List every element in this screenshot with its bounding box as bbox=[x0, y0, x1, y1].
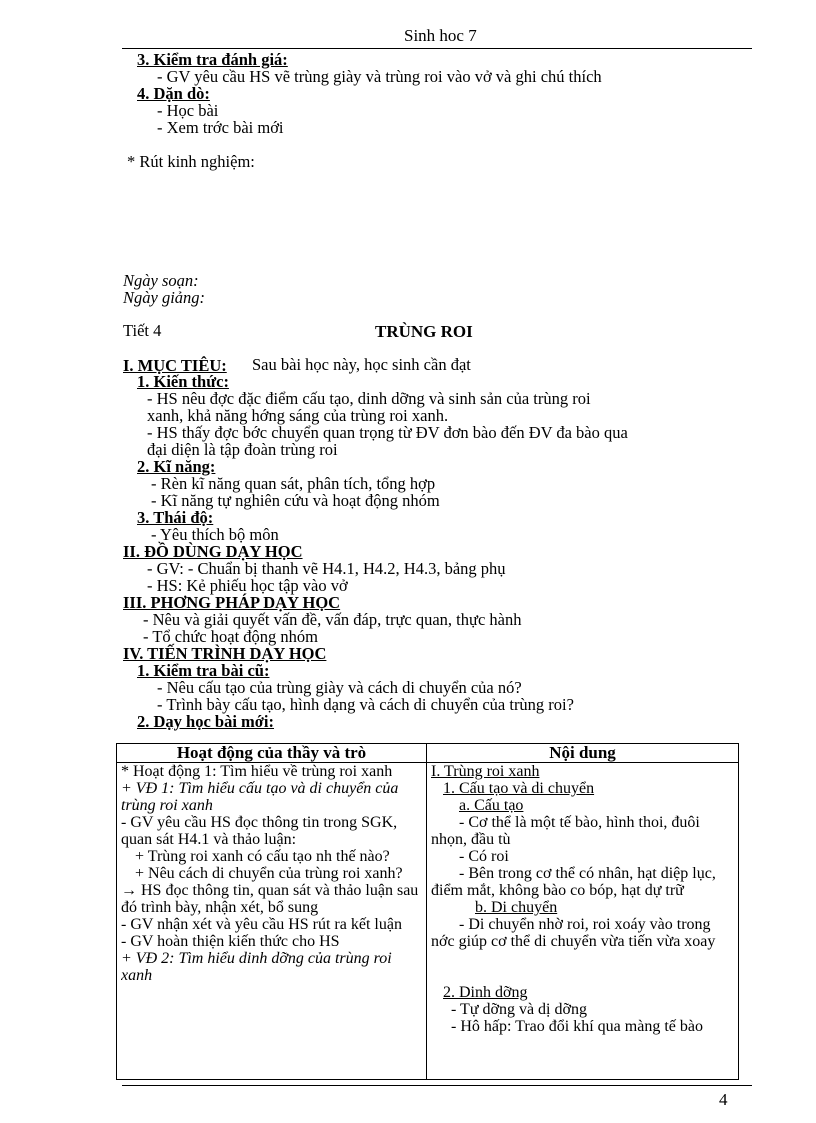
activity-line: + VĐ 1: Tìm hiểu cấu tạo và di chuyển của trùng roi xanh bbox=[121, 780, 399, 814]
homework-item: - Xem trớc bài mới bbox=[157, 118, 284, 137]
activity-line: + VĐ 2: Tìm hiểu dinh dỡng của trùng roi xanh bbox=[121, 950, 392, 984]
experience-note: * Rút kinh nghiệm: bbox=[127, 152, 255, 171]
skills-item: - Kĩ năng tự nghiên cứu và hoạt động nhóm bbox=[151, 491, 440, 510]
section-evaluation-title: 3. Kiểm tra đánh giá: bbox=[137, 50, 288, 69]
activity-line: + Trùng roi xanh có cấu tạo nh thế nào? bbox=[135, 848, 390, 865]
date-prepared: Ngày soạn: bbox=[123, 271, 199, 290]
activity-line: - GV yêu cầu HS đọc thông tin trong SGK, quan sát H4.1 và thảo luận: bbox=[121, 814, 398, 848]
section-homework-title: 4. Dặn dò: bbox=[137, 84, 210, 103]
check-old-item: - Nêu cấu tạo của trùng giày và cách di chuyển của nó? bbox=[157, 678, 522, 697]
materials-item: - GV: - Chuẩn bị thanh vẽ H4.1, H4.2, H4.3, bảng phụ bbox=[147, 559, 506, 578]
content-cell bbox=[427, 763, 739, 1080]
content-line: 2. Dinh dỡng bbox=[443, 984, 528, 1001]
content-line: - Bên trong cơ thể có nhân, hạt diệp lục, điểm mắt, không bào co bóp, hạt dự trữ bbox=[431, 865, 716, 899]
objectives-intro: Sau bài học này, học sinh cần đạt bbox=[252, 355, 471, 374]
procedure-heading: IV. TIẾN TRÌNH DẠY HỌC bbox=[123, 644, 327, 663]
content-line: - Hô hấp: Trao đổi khí qua màng tế bào bbox=[451, 1018, 703, 1035]
knowledge-line: xanh, khả năng hớng sáng của trùng roi xanh. bbox=[147, 406, 449, 425]
content-line: - Tự dỡng và dị dỡng bbox=[451, 1001, 587, 1018]
attitude-item: - Yêu thích bộ môn bbox=[151, 525, 279, 544]
content-line: I. Trùng roi xanh bbox=[431, 763, 540, 780]
check-old-title: 1. Kiểm tra bài cũ: bbox=[137, 661, 270, 680]
methods-heading: III. PHƠNG PHÁP DẠY HỌC bbox=[123, 593, 341, 612]
col-header-content: Nội dung bbox=[427, 744, 739, 763]
methods-item: - Tổ chức hoạt động nhóm bbox=[143, 627, 318, 646]
materials-item: - HS: Kẻ phiếu học tập vào vở bbox=[147, 576, 348, 595]
footer-rule bbox=[122, 1085, 752, 1086]
content-line: - Cơ thể là một tế bào, hình thoi, đuôi nhọn, đầu tù bbox=[431, 814, 700, 848]
content-line: - Có roi bbox=[459, 848, 509, 865]
homework-item: - Học bài bbox=[157, 101, 219, 120]
skills-item: - Rèn kĩ năng quan sát, phân tích, tổng hợp bbox=[151, 474, 436, 493]
activity-line: → HS đọc thông tin, quan sát và thảo luận sau đó trình bày, nhận xét, bổ sung bbox=[121, 882, 419, 916]
knowledge-line: - HS thấy đợc bớc chuyển quan trọng từ ĐV đơn bào đến ĐV đa bào qua bbox=[147, 423, 628, 442]
activity-line: - GV hoàn thiện kiến thức cho HS bbox=[121, 933, 340, 950]
objectives-heading: I. MỤC TIÊU: bbox=[123, 356, 227, 375]
lesson-period: Tiết 4 bbox=[123, 321, 162, 340]
skills-title: 2. Kĩ năng: bbox=[137, 457, 216, 476]
activity-line: + Nêu cách di chuyển của trùng roi xanh? bbox=[135, 865, 403, 882]
knowledge-title: 1. Kiến thức: bbox=[137, 372, 229, 391]
materials-heading: II. ĐỒ DÙNG DẠY HỌC bbox=[123, 542, 303, 561]
lesson-table bbox=[116, 743, 739, 1080]
content-line: a. Cấu tạo bbox=[459, 797, 524, 814]
activity-line: - GV nhận xét và yêu cầu HS rút ra kết luận bbox=[121, 916, 402, 933]
content-line: 1. Cấu tạo và di chuyển bbox=[443, 780, 595, 797]
teach-new-title: 2. Dạy học bài mới: bbox=[137, 712, 275, 731]
check-old-item: - Trình bày cấu tạo, hình dạng và cách di chuyển của trùng roi? bbox=[157, 695, 574, 714]
knowledge-line: đại diện là tập đoàn trùng roi bbox=[147, 440, 338, 459]
methods-item: - Nêu và giải quyết vấn đề, vấn đáp, trực quan, thực hành bbox=[143, 610, 522, 629]
page-number: 4 bbox=[719, 1090, 728, 1109]
content-line: b. Di chuyển bbox=[475, 899, 558, 916]
col-header-activities: Hoạt động của thầy và trò bbox=[117, 744, 427, 763]
attitude-title: 3. Thái độ: bbox=[137, 508, 214, 527]
activities-cell bbox=[117, 763, 427, 1080]
activity-line: * Hoạt động 1: Tìm hiểu về trùng roi xanh bbox=[121, 763, 393, 780]
lesson-title: TRÙNG ROI bbox=[375, 322, 473, 341]
date-taught: Ngày giảng: bbox=[123, 288, 206, 307]
content-line: - Di chuyển nhờ roi, roi xoáy vào trong nớc giúp cơ thể di chuyển vừa tiến vừa xoay bbox=[431, 916, 716, 950]
header-subject: Sinh hoc 7 bbox=[404, 26, 477, 45]
evaluation-item: - GV yêu cầu HS vẽ trùng giày và trùng roi vào vở và ghi chú thích bbox=[157, 67, 602, 86]
header-rule bbox=[122, 48, 752, 49]
knowledge-line: - HS nêu đợc đặc điểm cấu tạo, dinh dỡng và sinh sản của trùng roi bbox=[147, 389, 591, 408]
